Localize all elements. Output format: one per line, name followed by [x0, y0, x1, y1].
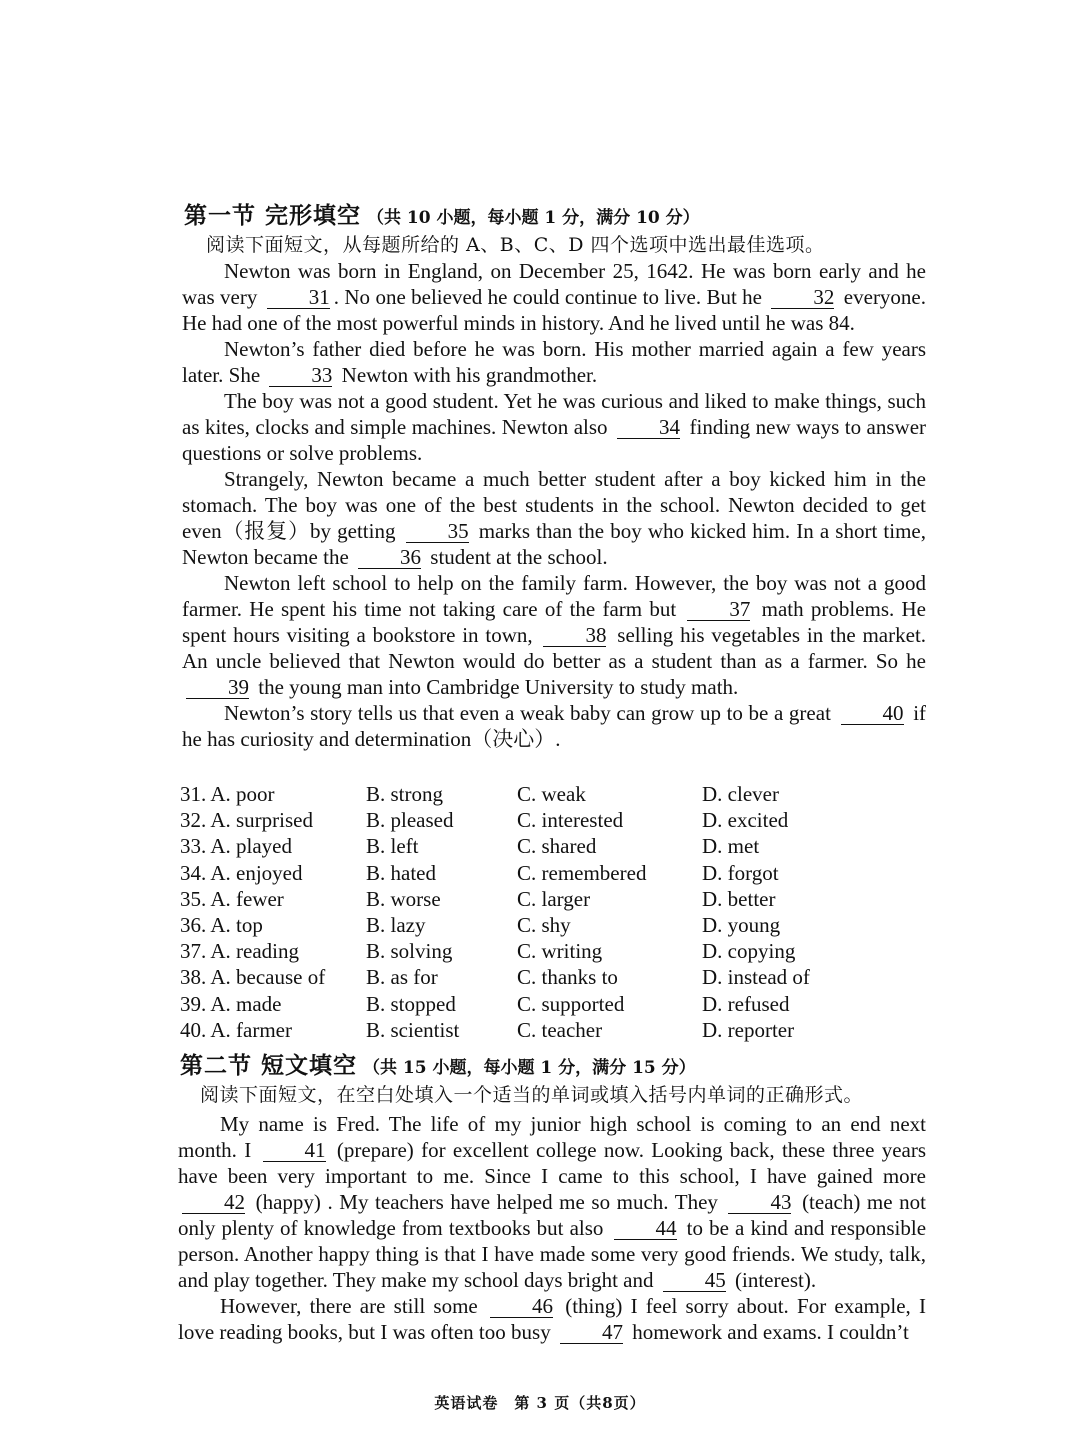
section1-heading	[184, 197, 700, 230]
section2-passage	[178, 1111, 926, 1345]
section1-instruction: 阅读下面短文，从每题所给的 A、B、C、D 四个选项中选出最佳选项。	[206, 234, 825, 256]
section1-note: （共 10 小题，每小题 1 分，满分 10 分）	[367, 208, 700, 228]
blank-34: 34	[617, 417, 680, 439]
passage-paragraph: Newton’s story tells us that even a weak baby can grow up to be a great 40 if he has curiosity and determination（决心）.	[182, 701, 927, 751]
blank-45: 45	[663, 1270, 726, 1292]
option-row: 34. A. enjoyed B. hated C. remembered D. forgot	[180, 860, 779, 885]
passage-paragraph: The boy was not a good student. Yet he was curious and liked to make things, such as kites, clocks and simple machines. Newton also 34 finding new ways to answer questions or solve problems.	[182, 389, 927, 465]
option-row: 31. A. poor B. strong C. weak D. clever	[180, 782, 779, 806]
blank-37: 37	[687, 599, 750, 621]
section2-note: （共 15 小题，每小题 1 分，满分 15 分）	[363, 1058, 696, 1078]
option-row: 36. A. top B. lazy C. shy D. young	[180, 912, 781, 937]
blank-41: 41	[263, 1140, 326, 1162]
passage-paragraph: However, there are still some 46 (thing) I feel sorry about. For example, I love reading books, but I was often too busy 47 homework and exams. I couldn’t	[178, 1294, 927, 1344]
blank-38: 38	[543, 625, 606, 647]
passage-paragraph: My name is Fred. The life of my junior high school is coming to an end next month. I 41 (prepare) for excellent college now. Looking back, these three years have been very important to me. Since I came to this school, I have gained more 42 (happy) . My teachers have helped me so much. They 43 (teach) me not only plenty of knowledge from textbooks but also 44 to be a kind and responsible person. Another happy thing is that I have made some very good friends. We study, talk, and play together. They make my school days bright and 45 (interest).	[178, 1112, 927, 1292]
option-row: 35. A. fewer B. worse C. larger D. better	[180, 886, 776, 911]
blank-36: 36	[358, 547, 421, 569]
blank-32: 32	[771, 287, 834, 309]
passage-paragraph: Strangely, Newton became a much better student after a boy kicked him in the stomach. The boy was one of the best students in the school. Newton decided to get even（报复）by getting 35 marks than the boy who kicked him. In a short time, Newton became the 36 student at the school.	[182, 467, 926, 569]
blank-44: 44	[614, 1218, 677, 1240]
option-row: 40. A. farmer B. scientist C. teacher D. reporter	[180, 1017, 795, 1042]
blank-43: 43	[728, 1192, 791, 1214]
passage-paragraph: Newton left school to help on the family farm. However, the boy was not a good farmer. He spent his time not taking care of the farm but 37 math problems. He spent hours visiting a bookstore in town, 38 selling his vegetables in the market. An uncle believed that Newton would do better as a student than as a farmer. So he 39 the young man into Cambridge University to study math.	[182, 571, 927, 699]
blank-35: 35	[406, 521, 469, 543]
option-row: 33. A. played B. left C. shared D. met	[180, 834, 760, 859]
section1-passage	[182, 258, 926, 752]
option-row: 39. A. made B. stopped C. supported D. refused	[180, 991, 790, 1016]
blank-39: 39	[186, 677, 249, 699]
blank-42: 42	[182, 1192, 245, 1214]
option-row: 37. A. reading B. solving C. writing D. copying	[180, 939, 796, 964]
blank-40: 40	[841, 703, 904, 725]
blank-46: 46	[490, 1296, 553, 1318]
section2-title: 第二节 短文填空	[180, 1052, 358, 1079]
passage-paragraph: Newton’s father died before he was born. His mother married again a few years later. She 33 Newton with his grandmother.	[182, 337, 926, 387]
options-list	[180, 782, 940, 1044]
section1-title: 第一节 完形填空	[184, 202, 362, 229]
blank-47: 47	[560, 1322, 623, 1344]
option-row: 32. A. surprised B. pleased C. interested D. excited	[180, 808, 789, 833]
page-footer: 英语试卷 第 3 页（共8页）	[434, 1394, 646, 1412]
passage-paragraph: Newton was born in England, on December 25, 1642. He was born early and he was very 31 . No one believed he could continue to live. But he 32 everyone. He had one of the most powerful minds in history. And he lived until he was 84.	[182, 259, 927, 335]
blank-31: 31	[267, 287, 330, 309]
option-row: 38. A. because of B. as for C. thanks to D. instead of	[180, 965, 810, 990]
blank-33: 33	[269, 365, 332, 387]
section2-instruction: 阅读下面短文，在空白处填入一个适当的单词或填入括号内单词的正确形式。	[200, 1084, 864, 1106]
section2-heading	[180, 1047, 696, 1080]
